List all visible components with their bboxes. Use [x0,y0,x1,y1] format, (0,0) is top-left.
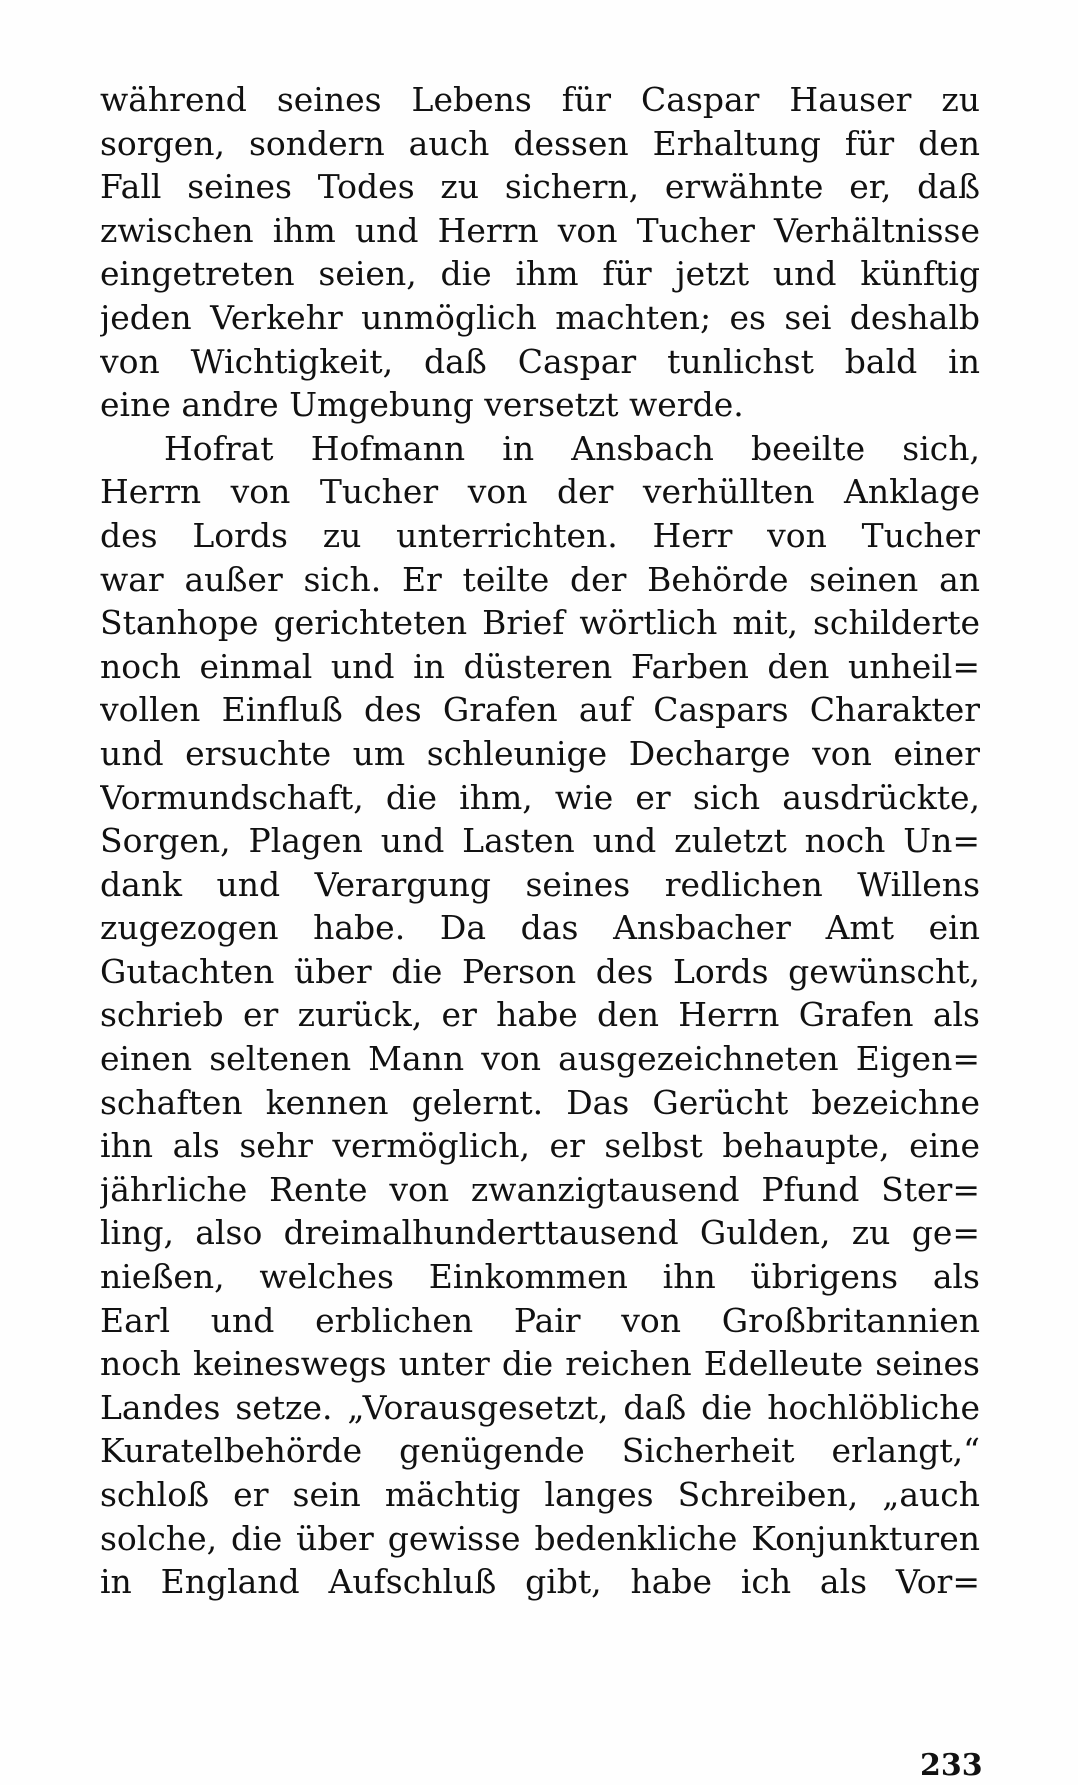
text-line: jährliche Rente von zwanzigtausend Pfund Ster= [100,1169,980,1209]
text-line: schrieb er zurück, er habe den Herrn Grafen als [100,995,980,1035]
text-line: Sorgen, Plagen und Lasten und zuletzt noch Un= [100,821,980,861]
text-line: einen seltenen Mann von ausgezeichneten Eigen= [100,1039,980,1079]
text-line: Gutachten über die Person des Lords gewünscht, [100,951,980,991]
text-line: Herrn von Tucher von der verhüllten Anklage [100,472,980,512]
paragraph-end-line: eine andre Umgebung versetzt werde. [100,385,744,425]
text-line: sorgen, sondern auch dessen Erhaltung für den [100,123,980,163]
text-line: war außer sich. Er teilte der Behörde seinen an [100,559,980,599]
text-line: vollen Einfluß des Grafen auf Caspars Charakter [100,690,980,730]
text-line: schaften kennen gelernt. Das Gerücht bezeichne [100,1082,980,1122]
text-line: während seines Lebens für Caspar Hauser zu [100,80,980,119]
text-line: Fall seines Todes zu sichern, erwähnte er, daß [100,167,980,207]
text-line: eingetreten seien, die ihm für jetzt und künftig [100,254,980,294]
text-line: zugezogen habe. Da das Ansbacher Amt ein [100,908,980,948]
text-line: nießen, welches Einkommen ihn übrigens als [100,1257,980,1297]
text-line: Landes setze. „Vorausgesetzt, daß die hochlöbliche [100,1387,980,1427]
text-line: Kuratelbehörde genügende Sicherheit erlangt,“ [100,1431,980,1471]
text-line: in England Aufschluß gibt, habe ich als Vor= [100,1562,980,1602]
text-line: Vormundschaft, die ihm, wie er sich ausdrückte, [100,777,980,817]
text-line: schloß er sein mächtig langes Schreiben, „auch [100,1475,980,1514]
text-line: jeden Verkehr unmöglich machten; es sei deshalb [100,297,980,337]
text-line: Stanhope gerichteten Brief wörtlich mit, schilderte [100,603,980,643]
text-line: noch einmal und in düsteren Farben den unheil= [100,646,980,686]
text-line: und ersuchte um schleunige Decharge von einer [100,733,980,773]
text-line: Earl und erblichen Pair von Großbritannien [100,1300,980,1340]
text-line: zwischen ihm und Herrn von Tucher Verhältnisse [100,210,980,250]
text-line: ihn als sehr vermöglich, er selbst behaupte, eine [100,1126,980,1166]
text-line: noch keineswegs unter die reichen Edelleute seines [100,1344,980,1384]
body-text [100,78,980,1604]
text-line: von Wichtigkeit, daß Caspar tunlichst bald in [100,341,980,381]
page-number: 233 [920,1748,983,1783]
paragraph-start-line: Hofrat Hofmann in Ansbach beeilte sich, [164,428,980,468]
text-line: dank und Verargung seines redlichen Willens [100,864,980,904]
text-line: des Lords zu unterrichten. Herr von Tucher [100,515,980,555]
text-line: solche, die über gewisse bedenkliche Konjunkturen [100,1518,980,1558]
text-line: ling, also dreimalhunderttausend Gulden, zu ge= [100,1213,980,1253]
